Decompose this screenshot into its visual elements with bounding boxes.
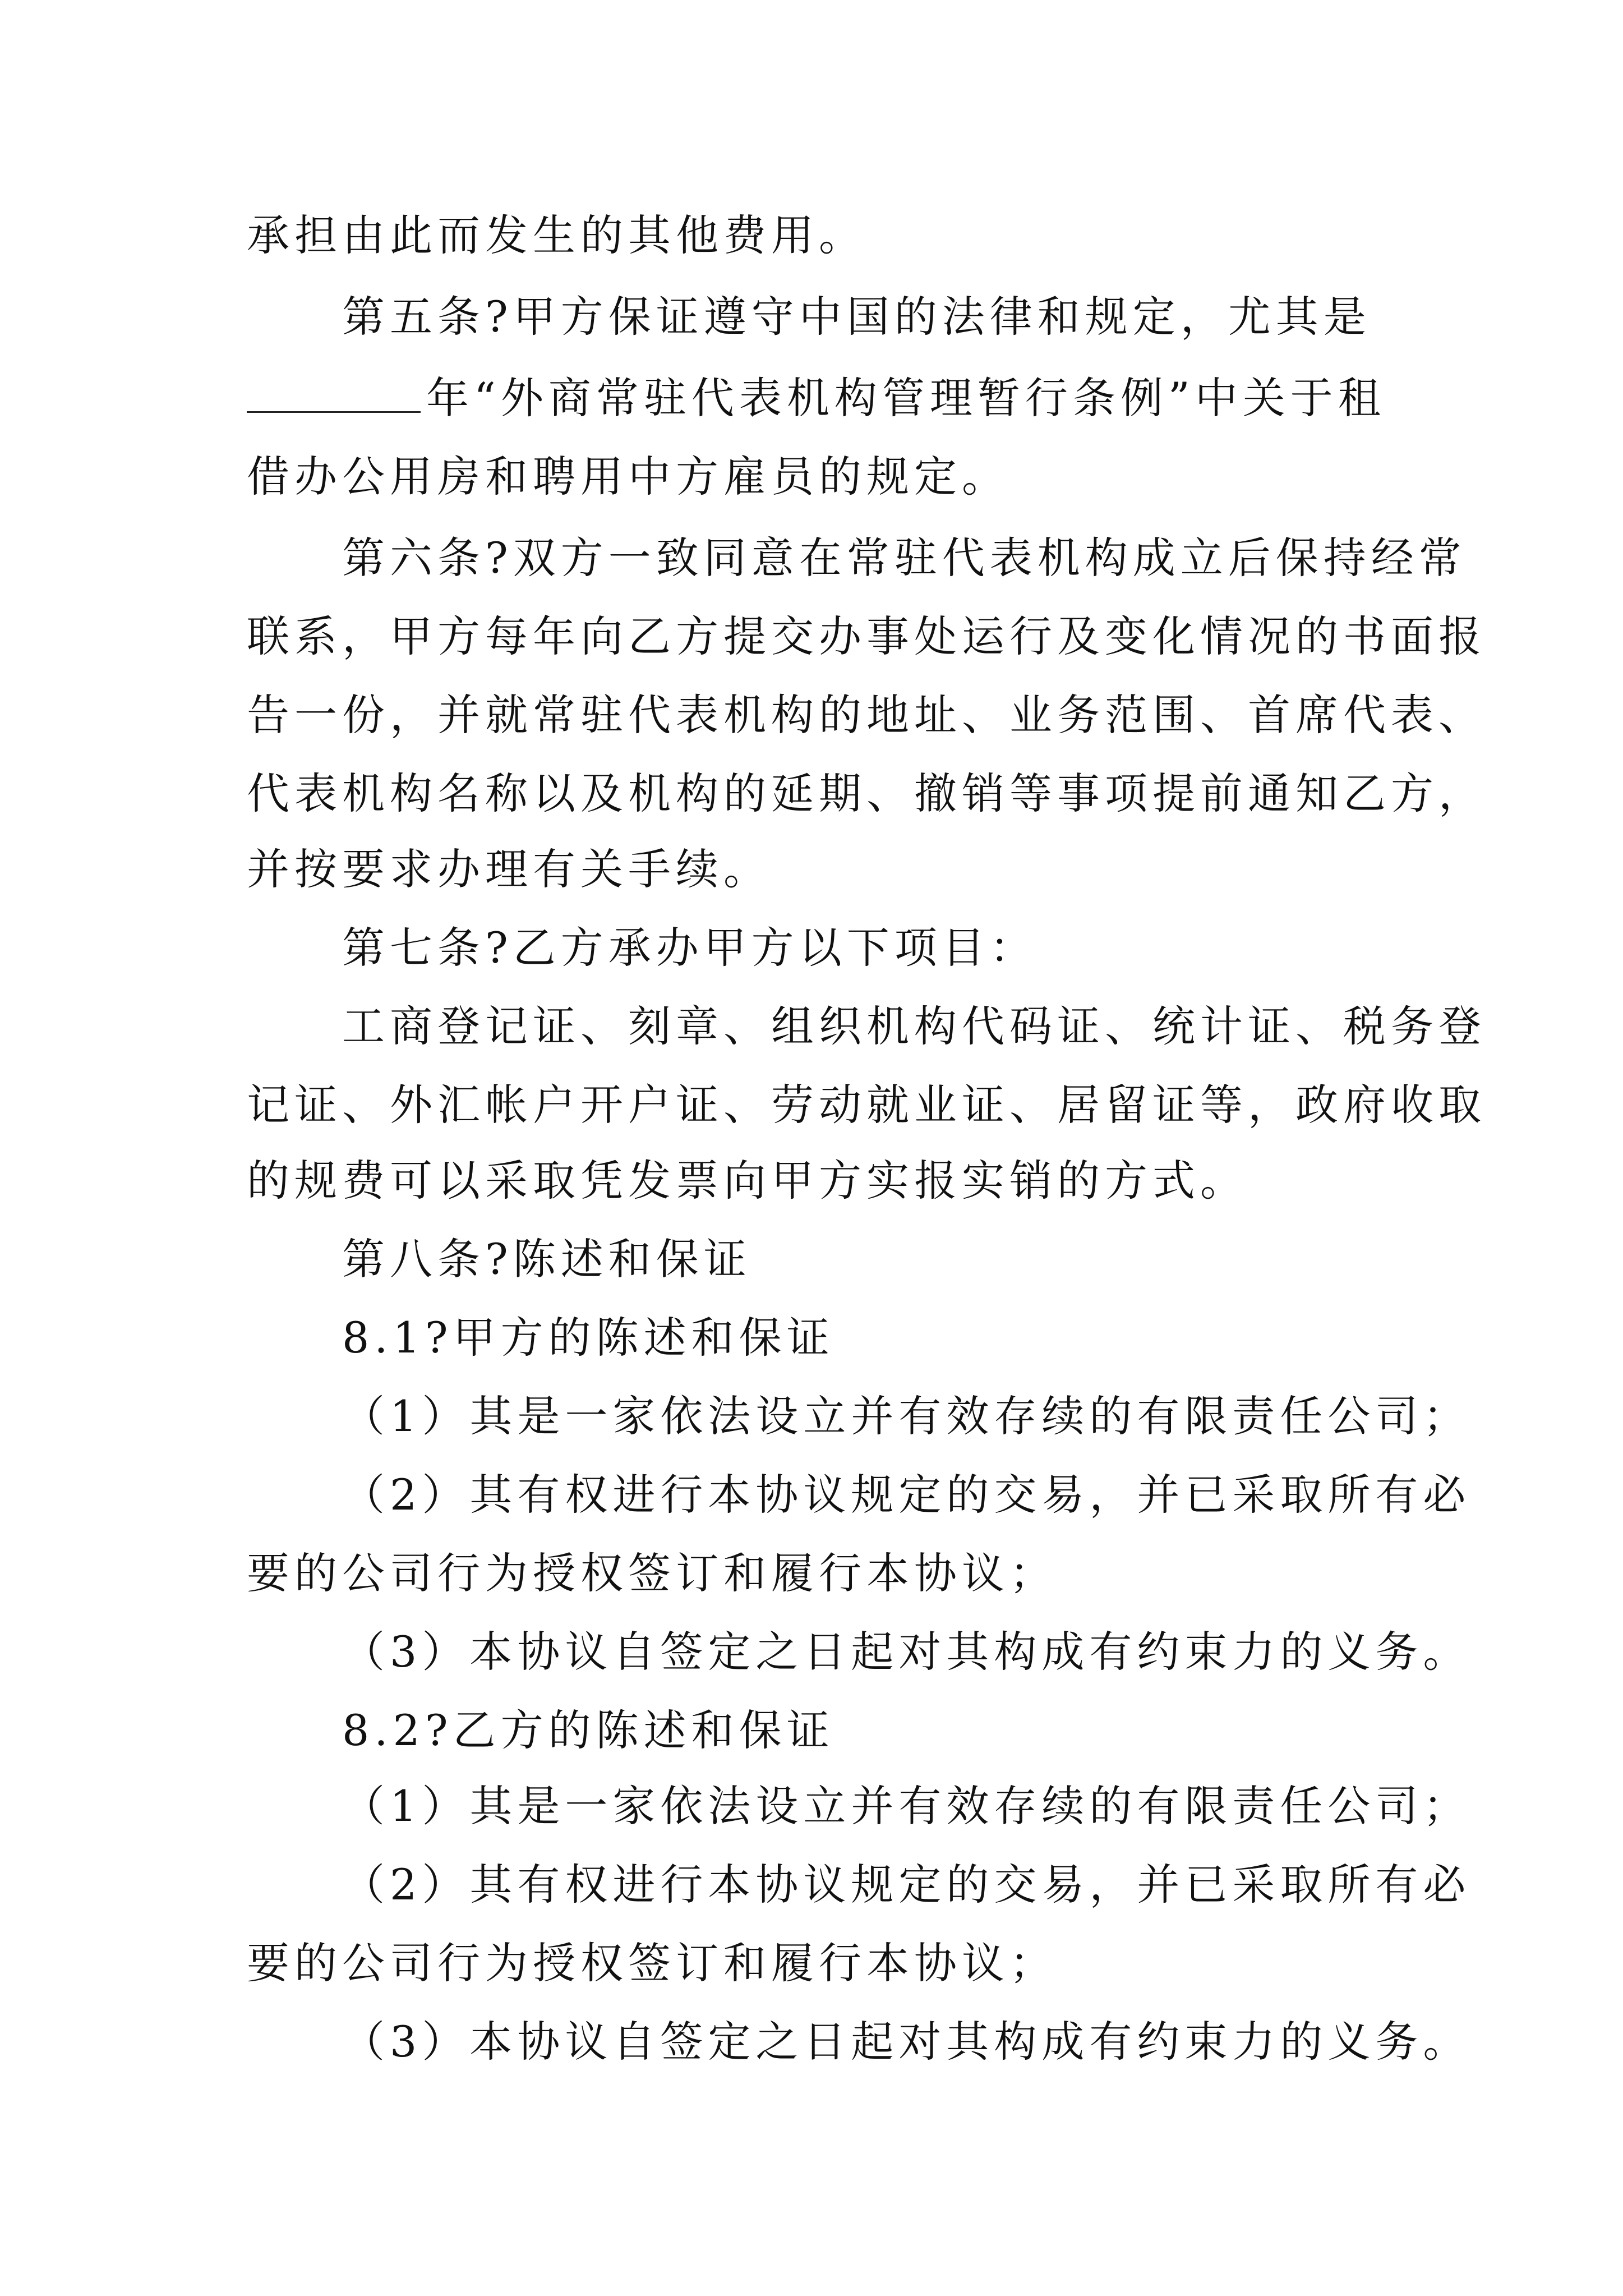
text-line: 记证、外汇帐户开户证、劳动就业证、居留证等，政府收取 <box>247 1080 1486 1130</box>
text-line: （3）本协议自签定之日起对其构成有约束力的义务。 <box>342 2017 1471 2067</box>
text-line: （1）其是一家依法设立并有效存续的有限责任公司； <box>342 1781 1471 1831</box>
text-line: （2）其有权进行本协议规定的交易，并已采取所有必 <box>342 1860 1471 1910</box>
text-line-text: 年“外商常驻代表机构管理暂行条例”中关于租 <box>426 373 1386 423</box>
text-line: 代表机构名称以及机构的延期、撤销等事项提前通知乙方， <box>247 769 1486 818</box>
text-line: 第八条?陈述和保证 <box>342 1234 751 1284</box>
text-line: （1）其是一家依法设立并有效存续的有限责任公司； <box>342 1391 1471 1441</box>
text-line: 借办公用房和聘用中方雇员的规定。 <box>247 452 1009 501</box>
text-line: 8.2?乙方的陈述和保证 <box>342 1705 834 1755</box>
text-line: 第五条?甲方保证遵守中国的法律和规定，尤其是 <box>342 292 1371 342</box>
text-line: 要的公司行为授权签订和履行本协议； <box>247 1938 1057 1988</box>
text-line: 要的公司行为授权签订和履行本协议； <box>247 1548 1057 1598</box>
text-line: （3）本协议自签定之日起对其构成有约束力的义务。 <box>342 1627 1471 1677</box>
text-line: 第七条?乙方承办甲方以下项目： <box>342 923 1038 973</box>
text-line: 工商登记证、刻章、组织机构代码证、统计证、税务登 <box>342 1001 1486 1051</box>
text-line: （2）其有权进行本协议规定的交易，并已采取所有必 <box>342 1470 1471 1520</box>
text-line: 的规费可以采取凭发票向甲方实报实销的方式。 <box>247 1156 1248 1205</box>
text-line: 联系，甲方每年向乙方提交办事处运行及变化情况的书面报 <box>247 611 1486 661</box>
text-line: 8.1?甲方的陈述和保证 <box>342 1313 834 1363</box>
text-line: 并按要求办理有关手续。 <box>247 844 771 894</box>
text-line: 第六条?双方一致同意在常驻代表机构成立后保持经常 <box>342 533 1467 583</box>
text-line: 承担由此而发生的其他费用。 <box>247 210 866 260</box>
text-line-with-blank <box>247 370 1386 426</box>
text-line: 告一份，并就常驻代表机构的地址、业务范围、首席代表、 <box>247 690 1486 740</box>
blank-fill-line <box>247 410 421 413</box>
